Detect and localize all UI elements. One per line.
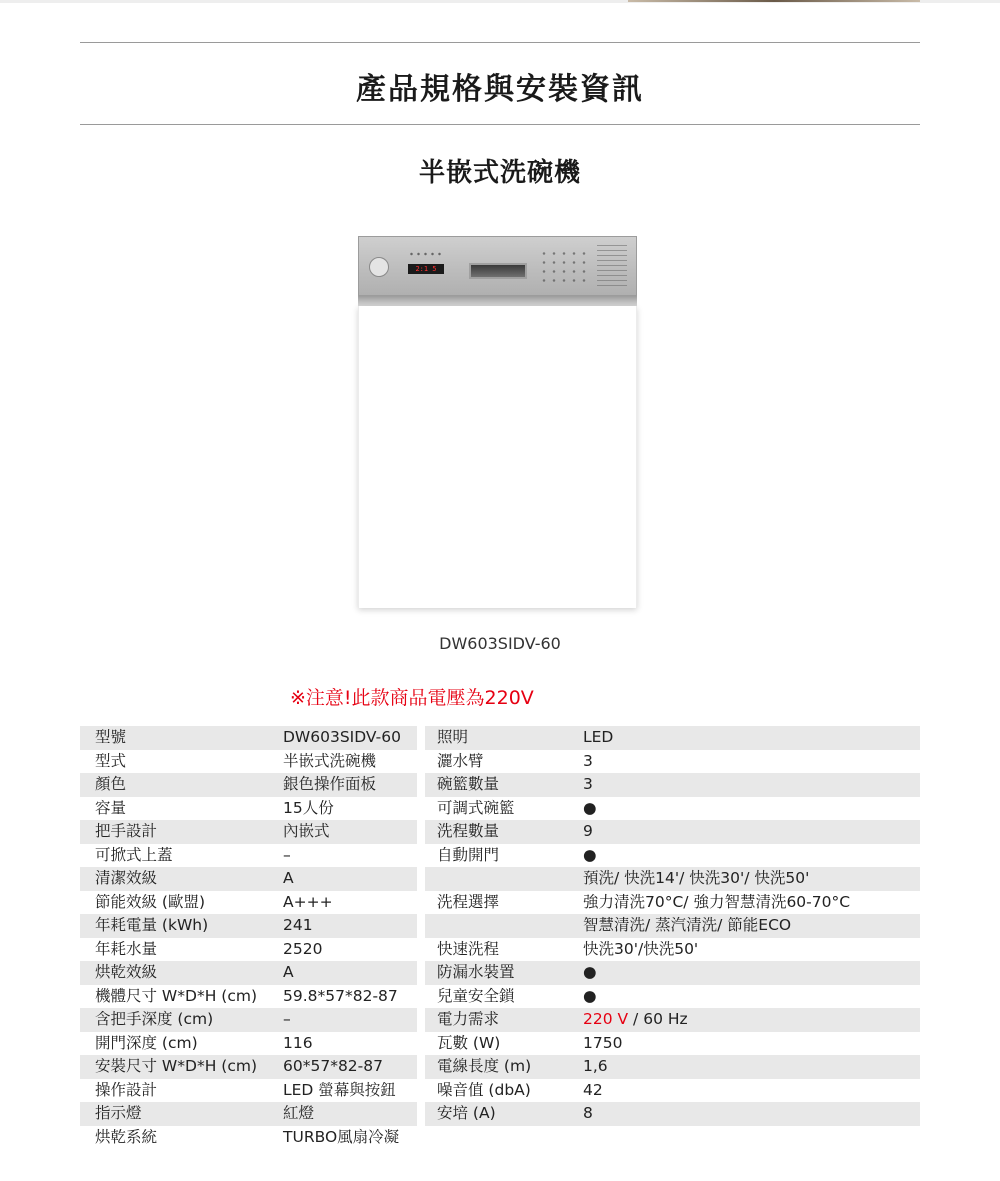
indicator-leds bbox=[408, 251, 444, 257]
spec-value: ● bbox=[583, 986, 597, 1005]
spec-label: 年耗電量 (kWh) bbox=[95, 916, 209, 934]
spec-row bbox=[425, 1055, 920, 1079]
spec-row bbox=[80, 726, 417, 750]
spec-row bbox=[425, 797, 920, 821]
spec-label: 型式 bbox=[95, 751, 127, 770]
spec-label: 清潔效級 bbox=[95, 869, 158, 887]
spec-value: 快洗30'/快洗50' bbox=[583, 939, 699, 958]
spec-row bbox=[425, 938, 920, 962]
panel-trim bbox=[358, 296, 637, 306]
spec-value: – bbox=[283, 845, 291, 864]
spec-value: 8 bbox=[583, 1104, 593, 1122]
brand-logo-icon bbox=[369, 257, 389, 277]
spec-label: 含把手深度 (cm) bbox=[95, 1010, 214, 1028]
spec-row bbox=[425, 820, 920, 844]
spec-row bbox=[425, 914, 920, 938]
spec-column-left bbox=[80, 726, 417, 1149]
spec-row bbox=[80, 1055, 417, 1079]
spec-row bbox=[80, 1102, 417, 1126]
spec-value: LED bbox=[583, 728, 614, 746]
spec-label: 容量 bbox=[95, 798, 127, 817]
spec-label: 年耗水量 bbox=[95, 939, 158, 958]
spec-value: A bbox=[283, 963, 294, 981]
spec-value: 3 bbox=[583, 751, 593, 770]
spec-row bbox=[80, 867, 417, 891]
spec-value bbox=[583, 1008, 688, 1032]
spec-row bbox=[80, 773, 417, 797]
section-title: 產品規格與安裝資訊 bbox=[356, 72, 644, 107]
spec-value: ● bbox=[583, 845, 597, 864]
spec-row bbox=[80, 820, 417, 844]
spec-value: ● bbox=[583, 963, 597, 981]
spec-row bbox=[80, 797, 417, 821]
spec-row bbox=[425, 1079, 920, 1103]
voltage-warning: ※注意!此款商品電壓為220V bbox=[290, 687, 534, 709]
spec-value: 241 bbox=[283, 916, 313, 934]
product-type-title: 半嵌式洗碗機 bbox=[418, 158, 581, 188]
spec-value: 9 bbox=[583, 822, 593, 840]
spec-label: 自動開門 bbox=[437, 845, 500, 864]
spec-row bbox=[425, 1008, 920, 1032]
spec-label: 兒童安全鎖 bbox=[437, 986, 515, 1005]
spec-row bbox=[80, 891, 417, 915]
spec-row bbox=[425, 1102, 920, 1126]
spec-label: 電力需求 bbox=[437, 1010, 500, 1028]
spec-row bbox=[425, 867, 920, 891]
spec-label: 洗程選擇 bbox=[437, 892, 500, 911]
spec-value: DW603SIDV-60 bbox=[283, 728, 401, 746]
spec-value: 1,6 bbox=[583, 1057, 608, 1075]
spec-row bbox=[80, 844, 417, 868]
spec-row bbox=[425, 726, 920, 750]
spec-row bbox=[425, 961, 920, 985]
spec-row bbox=[80, 938, 417, 962]
spec-value: 銀色操作面板 bbox=[283, 775, 377, 793]
spec-value: 預洗/ 快洗14'/ 快洗30'/ 快洗50' bbox=[583, 869, 810, 887]
spec-label: 機體尺寸 W*D*H (cm) bbox=[95, 986, 257, 1005]
spec-row bbox=[80, 1126, 417, 1150]
spec-label: 開門深度 (cm) bbox=[95, 1033, 198, 1052]
spec-label: 碗籃數量 bbox=[437, 775, 500, 793]
frequency-value: / 60 Hz bbox=[628, 1010, 688, 1028]
spec-row bbox=[80, 985, 417, 1009]
spec-value: 2520 bbox=[283, 939, 323, 958]
spec-value: 智慧清洗/ 蒸汽清洗/ 節能ECO bbox=[583, 916, 792, 934]
spec-value: 116 bbox=[283, 1033, 313, 1052]
panel-display: 2:1 5 bbox=[408, 264, 444, 274]
spec-label: 操作設計 bbox=[95, 1080, 158, 1099]
spec-row bbox=[425, 1032, 920, 1056]
spec-value: LED 螢幕與按鈕 bbox=[283, 1080, 396, 1099]
spec-row bbox=[80, 914, 417, 938]
spec-label: 烘乾效級 bbox=[95, 963, 158, 981]
spec-label: 瓦數 (W) bbox=[437, 1033, 501, 1052]
spec-label: 可掀式上蓋 bbox=[95, 845, 173, 864]
spec-label: 安裝尺寸 W*D*H (cm) bbox=[95, 1057, 257, 1075]
spec-row bbox=[80, 961, 417, 985]
spec-label: 把手設計 bbox=[95, 822, 158, 840]
spec-label: 洗程數量 bbox=[437, 822, 500, 840]
spec-value: A+++ bbox=[283, 892, 333, 911]
control-panel bbox=[358, 236, 637, 296]
spec-label: 電線長度 (m) bbox=[437, 1057, 532, 1075]
spec-value: A bbox=[283, 869, 294, 887]
dishwasher-door bbox=[358, 306, 637, 608]
spec-label: 灑水臂 bbox=[437, 751, 484, 770]
spec-row bbox=[425, 773, 920, 797]
spec-value: 3 bbox=[583, 775, 593, 793]
spec-value: 59.8*57*82-87 bbox=[283, 986, 398, 1005]
top-accent-bar bbox=[628, 0, 920, 2]
spec-label: 噪音值 (dbA) bbox=[437, 1080, 531, 1099]
spec-label: 烘乾系統 bbox=[95, 1127, 158, 1146]
spec-label: 指示燈 bbox=[95, 1104, 142, 1122]
top-strip bbox=[0, 0, 1000, 3]
spec-value: 強力清洗70°C/ 強力智慧清洗60-70°C bbox=[583, 892, 851, 911]
spec-row bbox=[80, 1032, 417, 1056]
program-list bbox=[597, 245, 627, 289]
spec-row bbox=[80, 1079, 417, 1103]
spec-value: 內嵌式 bbox=[283, 822, 330, 840]
door-handle bbox=[469, 263, 527, 279]
spec-row bbox=[425, 750, 920, 774]
voltage-value: 220 V bbox=[583, 1010, 629, 1028]
spec-value: TURBO風扇冷凝 bbox=[283, 1127, 400, 1146]
spec-value: 紅燈 bbox=[283, 1104, 315, 1122]
spec-value: 15人份 bbox=[283, 798, 334, 817]
spec-label: 安培 (A) bbox=[437, 1104, 496, 1122]
spec-row bbox=[80, 1008, 417, 1032]
control-buttons bbox=[539, 249, 589, 285]
spec-row bbox=[425, 891, 920, 915]
spec-label: 型號 bbox=[95, 728, 127, 746]
product-image bbox=[355, 236, 640, 610]
title-divider bbox=[80, 124, 920, 125]
spec-row bbox=[425, 844, 920, 868]
spec-label: 節能效級 (歐盟) bbox=[95, 892, 206, 911]
spec-column-right bbox=[425, 726, 920, 1126]
spec-label: 快速洗程 bbox=[437, 939, 500, 958]
spec-value: ● bbox=[583, 798, 597, 817]
spec-row bbox=[80, 750, 417, 774]
spec-value: – bbox=[283, 1010, 291, 1028]
top-divider bbox=[80, 42, 920, 43]
spec-label: 防漏水裝置 bbox=[437, 963, 515, 981]
spec-label: 照明 bbox=[437, 728, 469, 746]
spec-label: 可調式碗籃 bbox=[437, 798, 515, 817]
spec-value: 1750 bbox=[583, 1033, 623, 1052]
spec-value: 半嵌式洗碗機 bbox=[283, 751, 377, 770]
spec-label: 顏色 bbox=[95, 775, 127, 793]
spec-value: 42 bbox=[583, 1080, 603, 1099]
model-caption: DW603SIDV-60 bbox=[439, 634, 561, 653]
spec-value: 60*57*82-87 bbox=[283, 1057, 383, 1075]
spec-row bbox=[425, 985, 920, 1009]
